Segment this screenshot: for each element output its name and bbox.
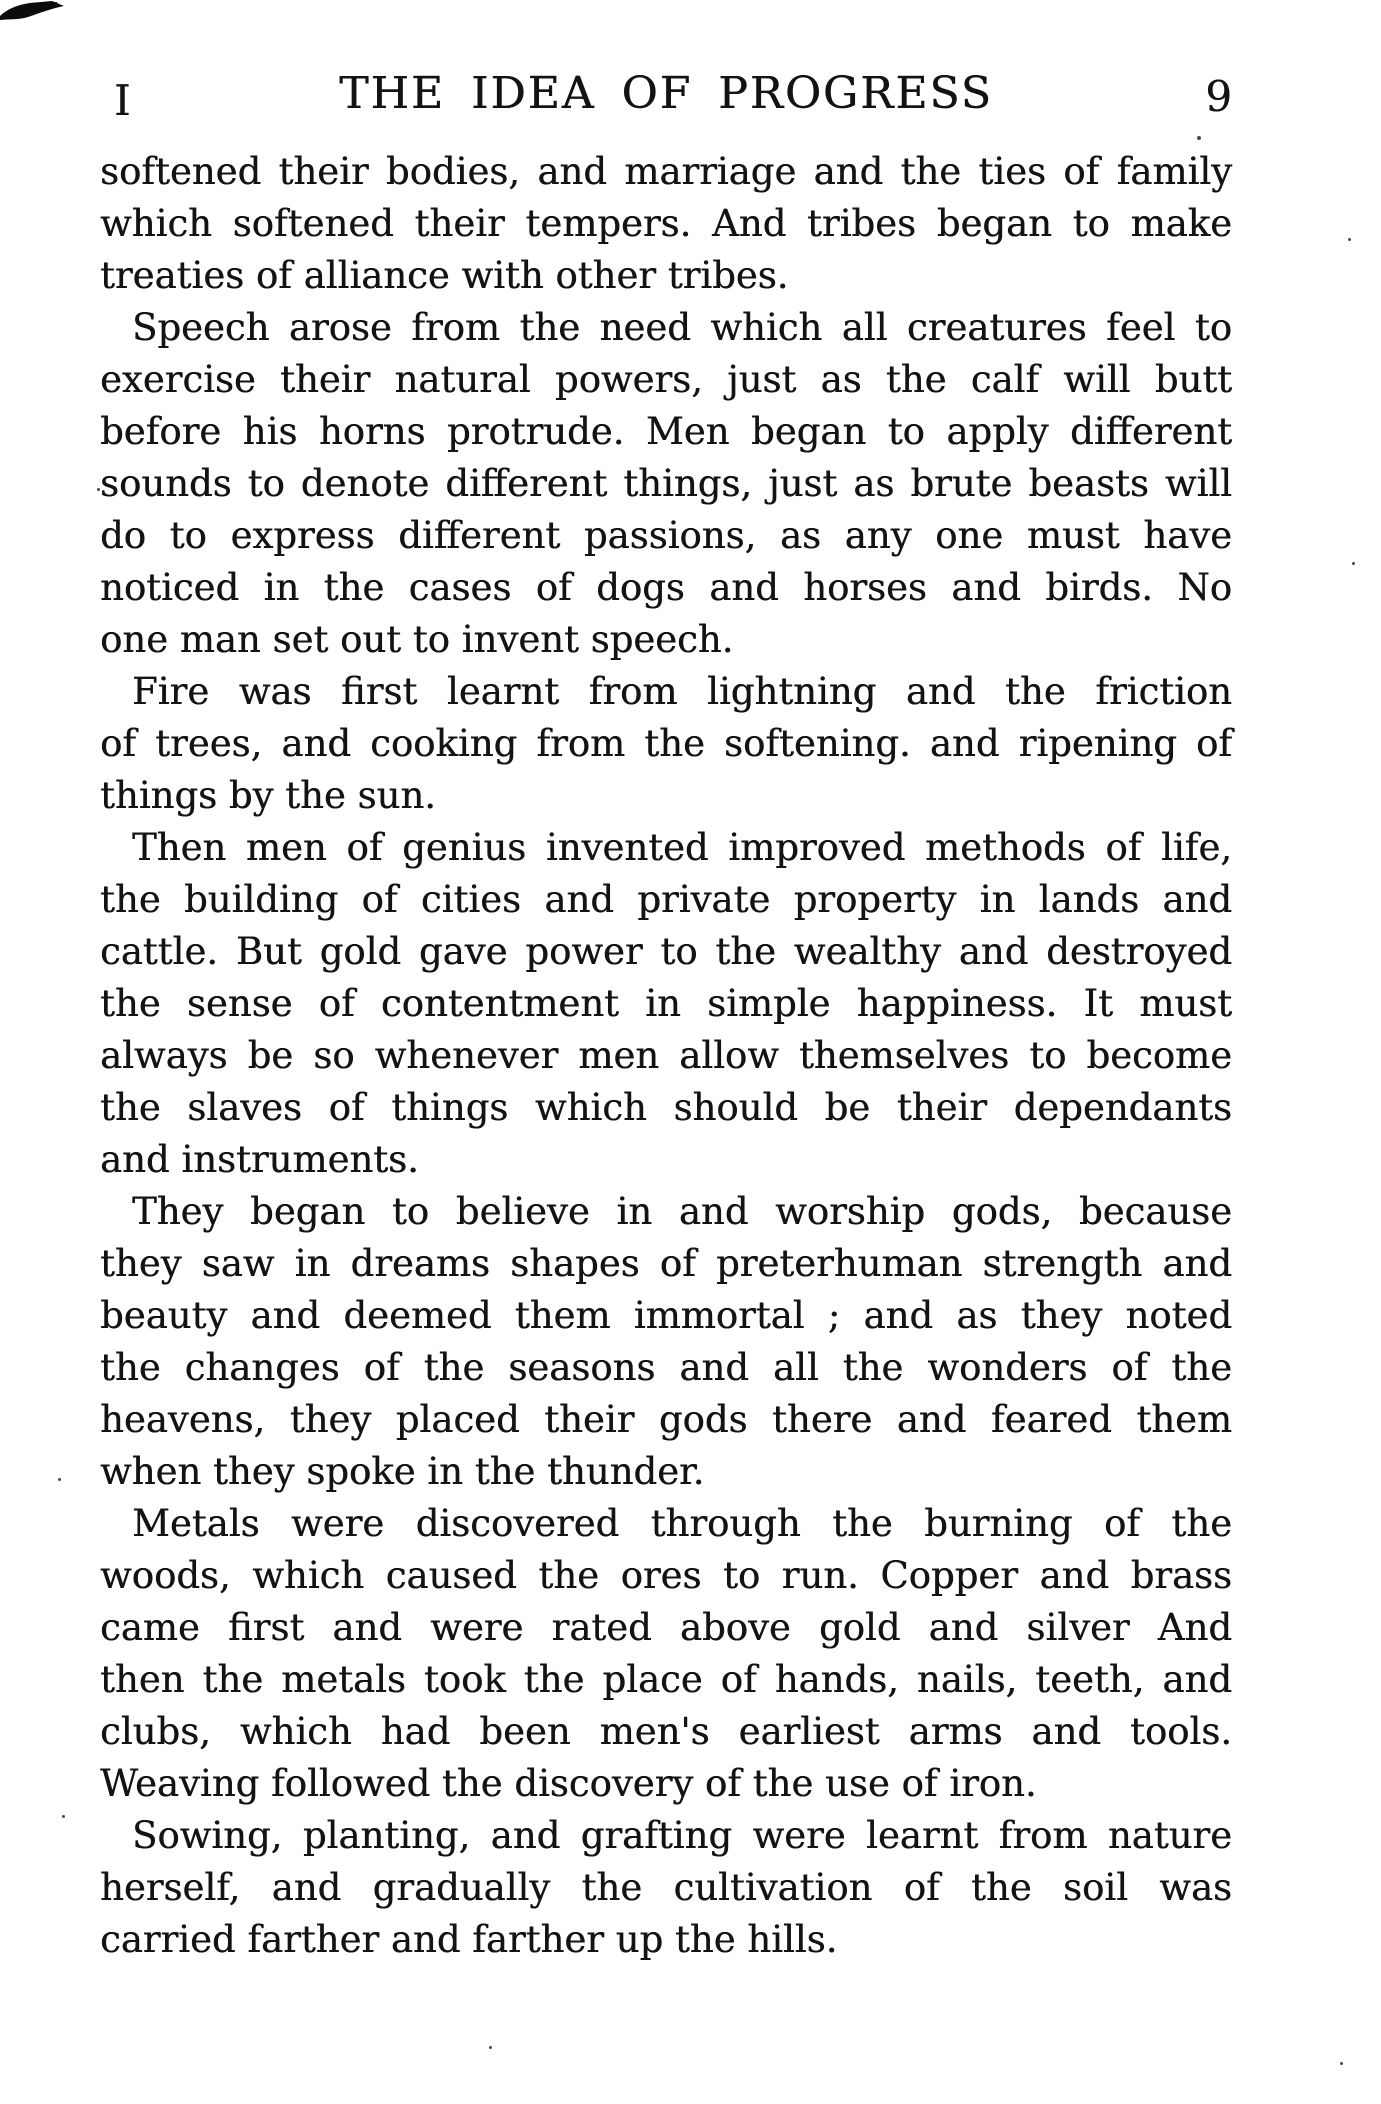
- text-line: clubs, which had been men's earliest arms and tools.: [100, 1710, 1232, 1753]
- text-line: softened their bodies, and marriage and the ties of family: [100, 150, 1232, 193]
- text-line: woods, which caused the ores to run. Copper and brass: [100, 1554, 1232, 1597]
- paragraph: [100, 1498, 1232, 1810]
- text-line: the building of cities and private property in lands and: [100, 878, 1232, 921]
- text-line: Metals were discovered through the burning of the: [132, 1502, 1232, 1545]
- scan-speck: [62, 1815, 65, 1818]
- scan-speck: [97, 488, 100, 491]
- text-line: herself, and gradually the cultivation of the soil was: [100, 1866, 1232, 1909]
- scan-speck: [1352, 562, 1355, 565]
- text-line: of trees, and cooking from the softening. and ripening of: [100, 722, 1232, 765]
- text-line: exercise their natural powers, just as the calf will butt: [100, 358, 1232, 401]
- text-line: Then men of genius invented improved methods of life,: [132, 826, 1232, 869]
- text-line: which softened their tempers. And tribes began to make: [100, 202, 1232, 245]
- page-body: [100, 146, 1232, 1966]
- text-line: then the metals took the place of hands, nails, teeth, and: [100, 1658, 1232, 1701]
- paragraph: [100, 146, 1232, 302]
- paragraph: [100, 1810, 1232, 1966]
- scan-speck: [489, 2046, 492, 2049]
- text-line: sounds to denote different things, just as brute beasts will: [100, 462, 1232, 505]
- text-line: Speech arose from the need which all creatures feel to: [132, 306, 1232, 349]
- running-header: [100, 68, 1232, 125]
- text-line: always be so whenever men allow themselves to become: [100, 1034, 1232, 1077]
- text-line: They began to believe in and worship gods, because: [132, 1190, 1232, 1233]
- text-line: Fire was first learnt from lightning and the friction: [132, 670, 1232, 713]
- text-line: Weaving followed the discovery of the use of iron.: [100, 1762, 1037, 1805]
- text-line: when they spoke in the thunder.: [100, 1450, 705, 1493]
- text-line: noticed in the cases of dogs and horses and birds. No: [100, 566, 1232, 609]
- text-line: beauty and deemed them immortal ; and as they noted: [100, 1294, 1232, 1337]
- paragraph: [100, 1186, 1232, 1498]
- scan-speck: [1340, 2062, 1343, 2065]
- page-number: 9: [1205, 72, 1232, 121]
- text-line: one man set out to invent speech.: [100, 618, 734, 661]
- paragraph: [100, 822, 1232, 1186]
- running-title: THE IDEA OF PROGRESS: [339, 68, 993, 119]
- ink-smudge-artifact: [0, 0, 72, 26]
- scan-speck: [1348, 238, 1351, 241]
- text-line: before his horns protrude. Men began to apply different: [100, 410, 1232, 453]
- text-line: things by the sun.: [100, 774, 436, 817]
- text-line: do to express different passions, as any one must have: [100, 514, 1232, 557]
- paragraph: [100, 302, 1232, 666]
- text-line: cattle. But gold gave power to the wealthy and destroyed: [100, 930, 1232, 973]
- scan-speck: [58, 1478, 61, 1481]
- text-line: came first and were rated above gold and silver And: [100, 1606, 1232, 1649]
- text-line: they saw in dreams shapes of preterhuman strength and: [100, 1242, 1232, 1285]
- text-line: Sowing, planting, and grafting were learnt from nature: [132, 1814, 1232, 1857]
- text-line: the sense of contentment in simple happiness. It must: [100, 982, 1232, 1025]
- paragraph: [100, 666, 1232, 822]
- text-line: carried farther and farther up the hills.: [100, 1918, 838, 1961]
- chapter-number: I: [114, 76, 131, 125]
- text-line: the changes of the seasons and all the wonders of the: [100, 1346, 1232, 1389]
- text-line: treaties of alliance with other tribes.: [100, 254, 789, 297]
- text-line: and instruments.: [100, 1138, 419, 1181]
- text-line: the slaves of things which should be their dependants: [100, 1086, 1232, 1129]
- text-line: heavens, they placed their gods there and feared them: [100, 1398, 1232, 1441]
- scan-speck: [1197, 136, 1201, 140]
